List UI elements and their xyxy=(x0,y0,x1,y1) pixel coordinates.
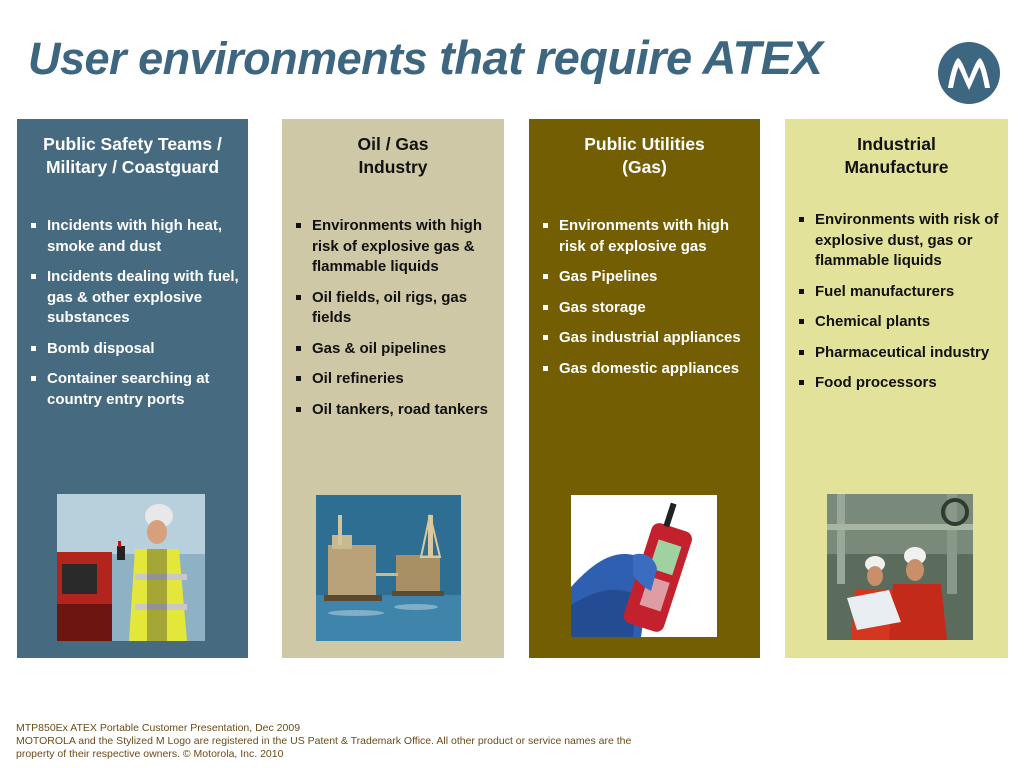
title-part-1: User environments xyxy=(28,33,440,84)
column-header-line: (Gas) xyxy=(622,157,667,177)
bullet-list xyxy=(795,210,1004,404)
column-header xyxy=(17,133,248,179)
list-item: Chemical plants xyxy=(795,312,1004,333)
list-item: Gas industrial appliances xyxy=(539,328,756,349)
list-item: Gas Pipelines xyxy=(539,267,756,288)
title-part-2: that require ATEX xyxy=(439,31,823,84)
footer xyxy=(16,722,631,761)
list-item: Oil tankers, road tankers xyxy=(292,400,500,421)
list-item: Oil fields, oil rigs, gas fields xyxy=(292,288,500,329)
bullet-list xyxy=(539,216,756,389)
oil-rig-photo xyxy=(316,495,461,641)
list-item: Container searching at country entry ports xyxy=(27,369,244,410)
column-header-line: Military / Coastguard xyxy=(45,157,220,177)
gloved-hand-radio-photo xyxy=(571,495,717,637)
firefighter-photo xyxy=(57,494,205,641)
list-item: Gas storage xyxy=(539,298,756,319)
column-header xyxy=(785,133,1008,179)
motorola-logo-icon xyxy=(938,42,1000,104)
list-item: Incidents dealing with fuel, gas & other explosive substances xyxy=(27,267,244,329)
column-header-line: Manufacture xyxy=(844,157,949,177)
column-header-line: Oil / Gas xyxy=(357,134,429,154)
list-item: Environments with high risk of explosive gas & flammable liquids xyxy=(292,216,500,278)
list-item: Fuel manufacturers xyxy=(795,282,1004,303)
list-item: Gas domestic appliances xyxy=(539,359,756,380)
bullet-list xyxy=(27,216,244,420)
footer-line: MTP850Ex ATEX Portable Customer Presentation, Dec 2009 xyxy=(16,722,301,734)
footer-line: property of their respective owners. © Motorola, Inc. 2010 xyxy=(16,748,284,760)
list-item: Bomb disposal xyxy=(27,339,244,360)
list-item: Oil refineries xyxy=(292,369,500,390)
column-header xyxy=(282,133,504,179)
list-item: Food processors xyxy=(795,373,1004,394)
column-header-line: Industrial xyxy=(857,134,936,154)
list-item: Environments with risk of explosive dust, gas or flammable liquids xyxy=(795,210,1004,272)
slide-title xyxy=(28,30,822,85)
list-item: Gas & oil pipelines xyxy=(292,339,500,360)
list-item: Incidents with high heat, smoke and dust xyxy=(27,216,244,257)
bullet-list xyxy=(292,216,500,430)
footer-line: MOTOROLA and the Stylized M Logo are registered in the US Patent & Trademark Office. All other product or service names are the xyxy=(16,735,632,747)
column-header xyxy=(529,133,760,179)
column-industrial-manufacture xyxy=(785,119,1008,658)
column-public-safety xyxy=(17,119,248,658)
list-item: Pharmaceutical industry xyxy=(795,343,1004,364)
column-header-line: Public Safety Teams / xyxy=(43,134,222,154)
column-oil-gas xyxy=(282,119,504,658)
list-item: Environments with high risk of explosive gas xyxy=(539,216,756,257)
column-public-utilities xyxy=(529,119,760,658)
column-header-line: Industry xyxy=(358,157,428,177)
column-header-line: Public Utilities xyxy=(584,134,705,154)
plant-workers-photo xyxy=(827,494,973,640)
